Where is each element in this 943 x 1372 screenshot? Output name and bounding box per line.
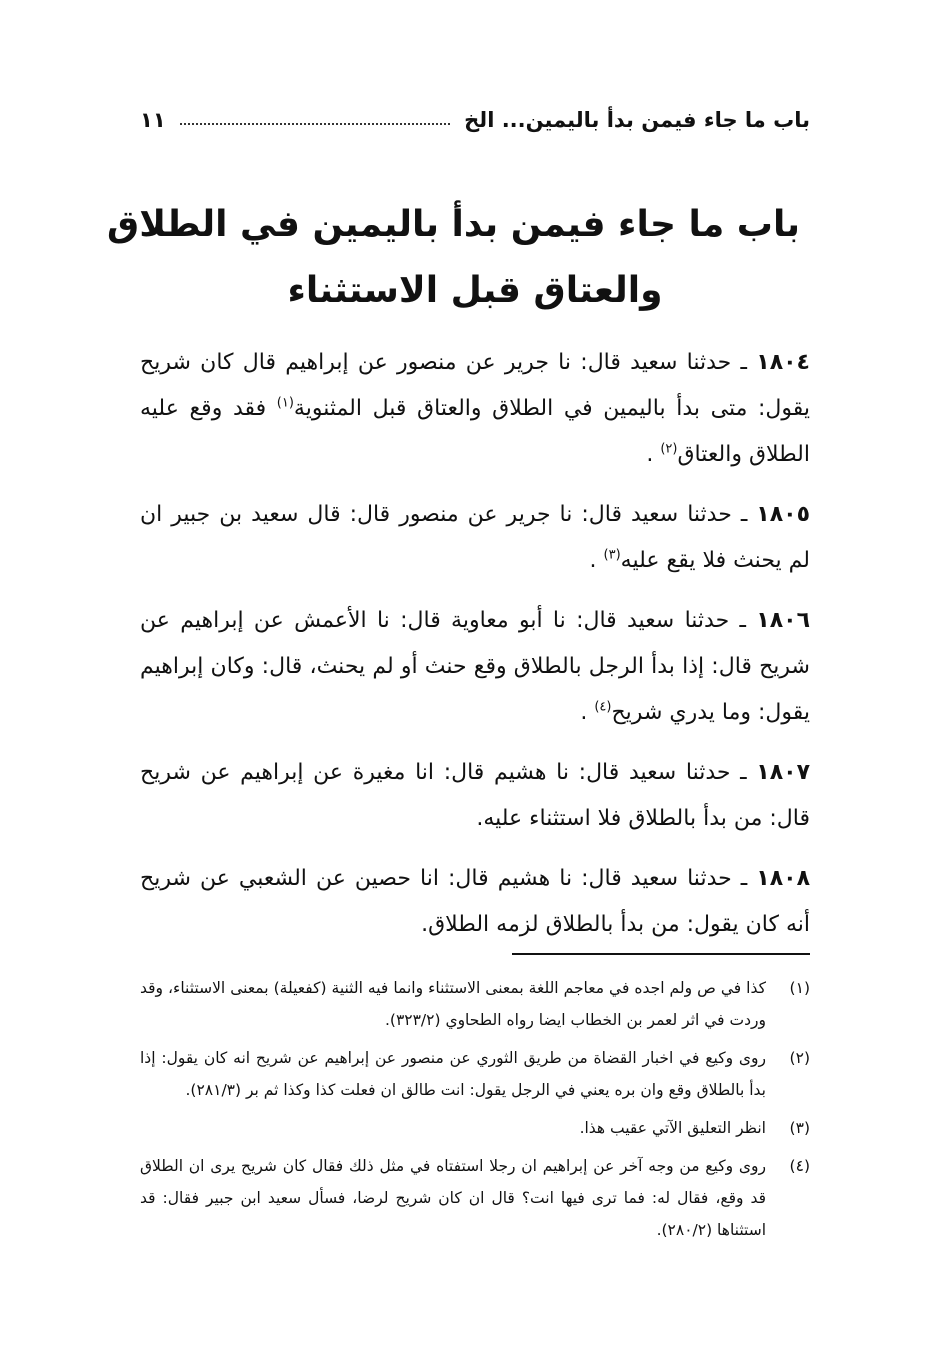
footnote-text: روى وكيع من وجه آخر عن إبراهيم ان رجلا استفتاه في مثل ذلك فقال كان شريح يرى ان الطلاق قد وقع، فقال له: فما ترى فيها انت؟ قال ان كان شريح لرضا، فسأل سعيد ابن جبير فقال: قد استثناها (٢٨٠/٢). <box>140 1157 766 1239</box>
hadith-1805 <box>140 492 810 584</box>
footnote-2 <box>140 1042 810 1106</box>
hadith-number: ١٨٠٦ <box>756 608 810 633</box>
footnote-reference: (٣) <box>603 547 621 563</box>
footnote-reference: (٢) <box>660 441 678 457</box>
footnote-reference: (٤) <box>594 699 612 715</box>
page-number: ١١ <box>140 108 166 132</box>
hadith-text: حدثنا سعيد قال: نا جرير عن منصور قال: قال سعيد بن جبير ان لم يحنث فلا يقع عليه <box>140 502 810 573</box>
hadith-text: حدثنا سعيد قال: نا هشيم قال: انا حصين عن الشعبي عن شريح أنه كان يقول: من بدأ بالطلاق لزمه الطلاق. <box>140 866 810 937</box>
hadith-text: . <box>589 548 604 573</box>
chapter-title-line-2: والعتاق قبل الاستثناء <box>287 270 663 311</box>
hadith-dash: ـ <box>731 502 757 527</box>
footnote-text: روى وكيع في اخبار القضاة من طريق الثوري عن منصور عن إبراهيم عن شريح انه كان يقول: إذا بدأ بالطلاق وقع وان بره يعني في الرجل يقول: انت طالق ان فعلت كذا وكذا ثم بر (٢٨١/٣). <box>140 1049 766 1099</box>
footnote-marker: (٢) <box>789 1049 810 1067</box>
hadith-1807 <box>140 750 810 842</box>
footnotes <box>140 972 810 1252</box>
footnote-marker: (٣) <box>789 1119 810 1137</box>
hadith-text: فقد وقع عليه الطلاق والعتاق <box>140 396 810 467</box>
hadith-1804 <box>140 340 810 478</box>
hadith-dash: ـ <box>730 760 757 785</box>
footnote-marker: (٤) <box>789 1157 810 1175</box>
footnote-marker: (١) <box>789 979 810 997</box>
footnote-4 <box>140 1150 810 1246</box>
hadith-number: ١٨٠٨ <box>756 866 810 891</box>
footnote-1 <box>140 972 810 1036</box>
footnote-separator <box>512 953 810 955</box>
hadith-dash: ـ <box>731 866 757 891</box>
footnote-text: انظر التعليق الآتي عقيب هذا. <box>579 1119 766 1137</box>
header-title: باب ما جاء فيمن بدأ باليمين... الخ <box>464 108 810 132</box>
hadith-text: حدثنا سعيد قال: نا أبو معاوية قال: نا الأعمش عن إبراهيم عن شريح قال: إذا بدأ الرجل بالطلاق وقع حنث أو لم يحنث، قال: وكان إبراهيم يقول: وما يدري شريح <box>140 608 810 725</box>
hadith-1808 <box>140 856 810 948</box>
hadith-number: ١٨٠٥ <box>756 502 811 527</box>
hadith-1806 <box>140 598 810 736</box>
hadith-text: حدثنا سعيد قال: نا هشيم قال: انا مغيرة عن إبراهيم عن شريح قال: من بدأ بالطلاق فلا استثناء عليه. <box>140 760 810 831</box>
header-dotted-leader <box>180 123 451 125</box>
hadith-dash: ـ <box>729 608 757 633</box>
hadith-text: حدثنا سعيد قال: نا جرير عن منصور عن إبراهيم قال كان شريح يقول: متى بدأ باليمين في الطلاق والعتاق قبل المثنوية <box>140 350 811 421</box>
hadith-dash: ـ <box>731 350 757 375</box>
footnote-3 <box>140 1112 810 1144</box>
hadith-number: ١٨٠٧ <box>756 760 810 785</box>
running-header <box>140 100 810 140</box>
chapter-title-line-1: باب ما جاء فيمن بدأ باليمين في الطلاق <box>107 204 800 245</box>
chapter-title <box>107 192 800 324</box>
footnote-text: كذا في ص ولم اجده في معاجم اللغة بمعنى الاستثناء وانما فيه الثنية (كفعيلة) بمعنى الاستثناء، وقد وردت في اثر لعمر بن الخطاب ايضا رواه الطحاوي (٣٢٣/٢). <box>140 979 766 1029</box>
footnote-reference: (١) <box>276 395 294 411</box>
hadith-text: . <box>646 442 661 467</box>
hadith-text: . <box>580 700 595 725</box>
hadith-number: ١٨٠٤ <box>756 350 810 375</box>
hadith-list <box>140 340 810 962</box>
